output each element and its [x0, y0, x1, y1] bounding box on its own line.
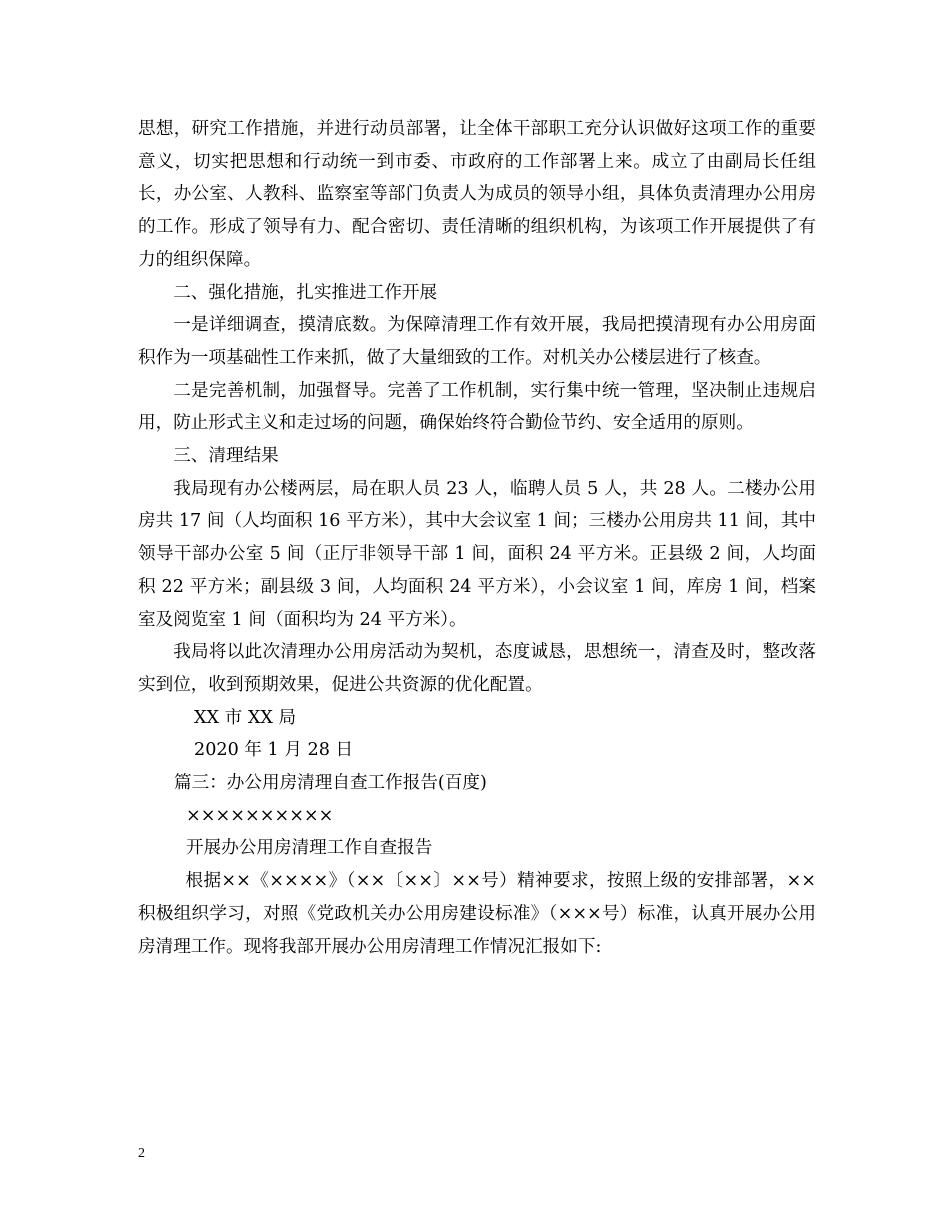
page-number: 2: [138, 1146, 145, 1161]
part3-body: 根据××《××××》（××〔××〕××号）精神要求，按照上级的安排部署，××积极组织学习，对照《党政机关办公用房建设标准》（×××号）标准，认真开展办公用房清理工作。现将我部开展办公用房清理工作情况汇报如下:: [138, 871, 816, 957]
section-heading-3: 三、清理结果: [173, 446, 279, 467]
part3-subtitle: 开展办公用房清理工作自查报告: [186, 838, 433, 859]
signature-org: XX 市 XX 局: [194, 707, 297, 728]
section-heading-2: 二、强化措施，扎实推进工作开展: [173, 282, 438, 303]
signature-date: 2020 年 1 月 28 日: [194, 740, 354, 761]
paragraph-conclusion: 我局将以此次清理办公用房活动为契机，态度诚恳，思想统一，清查及时，整改落实到位，收到预期效果，促进公共资源的优化配置。: [138, 642, 816, 695]
paragraph-results: 我局现有办公楼两层，局在职人员 23 人，临聘人员 5 人，共 28 人。二楼办公用房共 17 间（人均面积 16 平方米），其中大会议室 1 间；三楼办公用房共 11 间，其中领导干部办公室 5 间（正厅非领导干部 1 间，面积 24 平方米。正县级 2 间，人均面积 22 平方米；副县级 3 间，人均面积 24 平方米），小会议室 1 间，库房 1 间，档案室及阅览室 1 间（面积均为 24 平方米）。: [138, 478, 816, 630]
part3-title: 篇三：办公用房清理自查工作报告(百度): [174, 773, 487, 794]
paragraph-organization: 思想，研究工作措施，并进行动员部署，让全体干部职工充分认识做好这项工作的重要意义，切实把思想和行动统一到市委、市政府的工作部署上来。成立了由副局长任组长，办公室、人教科、监察室等部门负责人为成员的领导小组，具体负责清理办公用房的工作。形成了领导有力、配合密切、责任清晰的组织机构，为该项工作开展提供了有力的组织保障。: [138, 119, 816, 270]
paragraph-mechanism: 二是完善机制，加强督导。完善了工作机制，实行集中统一管理，坚决制止违规启用，防止形式主义和走过场的问题，确保始终符合勤俭节约、安全适用的原则。: [138, 380, 816, 434]
paragraph-investigation: 一是详细调查，摸清底数。为保障清理工作有效开展，我局把摸清现有办公用房面积作为一项基础性工作来抓，做了大量细致的工作。对机关办公楼层进行了核查。: [138, 315, 816, 368]
part3-org-placeholder: ××××××××××: [186, 805, 334, 826]
document-body: [138, 113, 816, 963]
